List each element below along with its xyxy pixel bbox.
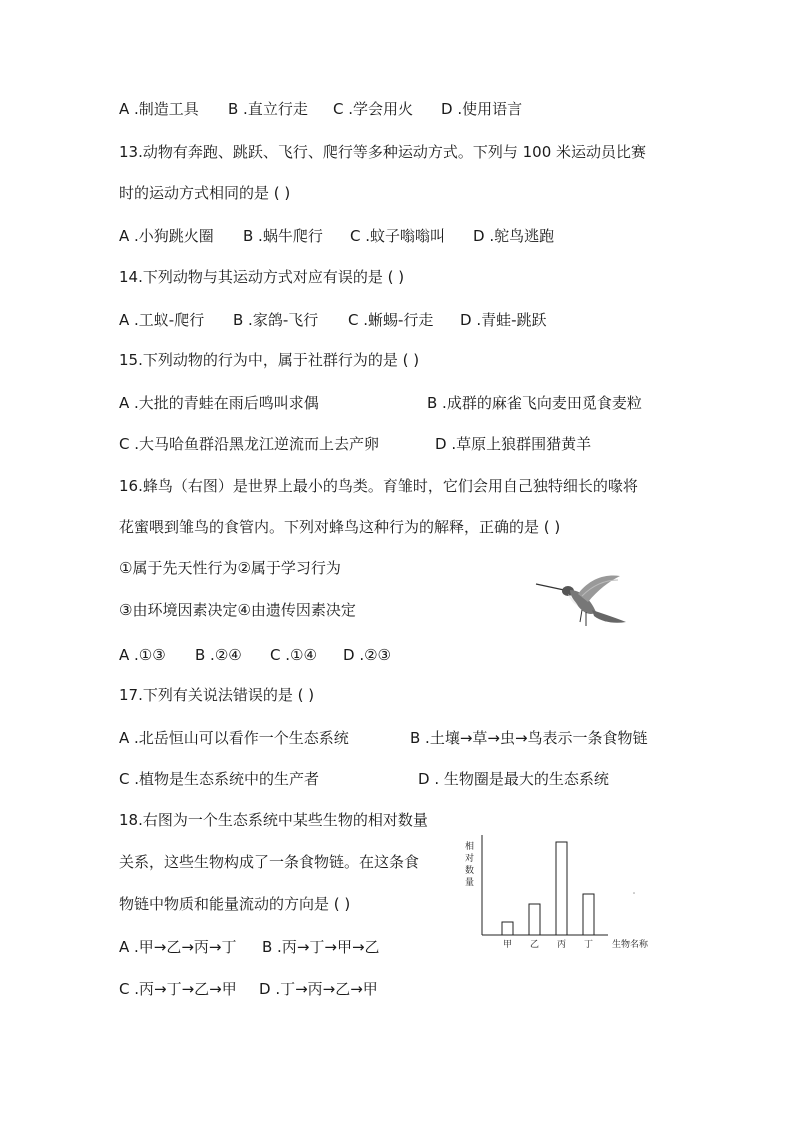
q12-options (119, 98, 719, 120)
relative-quantity-bar-chart (462, 827, 674, 955)
q13-options (119, 225, 719, 247)
y-axis-label-char: 数 (465, 866, 475, 876)
chart-bars (502, 842, 594, 935)
hummingbird-tail (592, 610, 626, 623)
q14-option-b[interactable]: B .家鸽-飞行 (233, 311, 319, 329)
q17-option-c[interactable]: C .植物是生态系统中的生产者 (119, 770, 320, 788)
q16-statement-3-4: ③由环境因素决定④由遗传因素决定 (119, 601, 356, 619)
q15-options-row1 (119, 392, 719, 414)
x-tick-label: 乙 (529, 940, 540, 950)
q12-option-d[interactable]: D .使用语言 (441, 100, 523, 118)
q17-stem: 17.下列有关说法错误的是 ( ) (119, 686, 315, 704)
q16-option-c[interactable]: C .①④ (270, 646, 317, 664)
q16-option-a[interactable]: A .①③ (119, 646, 166, 664)
q14-stem: 14.下列动物与其运动方式对应有误的是 ( ) (119, 268, 405, 286)
bar-丙 (556, 842, 567, 935)
hummingbird-wing (578, 576, 620, 602)
x-tick-label: 丙 (556, 940, 567, 950)
hummingbird-illustration (534, 572, 630, 628)
q16-option-d[interactable]: D .②③ (343, 646, 391, 664)
q16-stem-line2: 花蜜喂到雏鸟的食管内。下列对蜂鸟这种行为的解释，正确的是 ( ) (119, 518, 561, 536)
q18-stem-line2: 关系，这些生物构成了一条食物链。在这条食 (119, 853, 420, 871)
y-axis-label-char: 对 (465, 854, 475, 864)
q18-option-d[interactable]: D .丁→丙→乙→甲 (259, 980, 378, 998)
q18-stem-line3: 物链中物质和能量流动的方向是 ( ) (119, 895, 351, 913)
q18-option-c[interactable]: C .丙→丁→乙→甲 (119, 980, 237, 998)
chart-x-ticks (503, 939, 593, 950)
q17-option-d[interactable]: D . 生物圈是最大的生态系统 (418, 770, 609, 788)
q18-stem-line1: 18.右图为一个生态系统中某些生物的相对数量 (119, 811, 428, 829)
q17-options-row2 (119, 768, 719, 790)
q12-option-b[interactable]: B .直立行走 (228, 100, 308, 118)
q14-option-d[interactable]: D .青蛙-跳跃 (460, 311, 547, 329)
bar-丁 (583, 894, 594, 935)
q12-option-a[interactable]: A .制造工具 (119, 100, 199, 118)
q15-stem: 15.下列动物的行为中，属于社群行为的是 ( ) (119, 351, 420, 369)
q14-option-c[interactable]: C .蜥蜴-行走 (348, 311, 434, 329)
q15-option-b[interactable]: B .成群的麻雀飞向麦田觅食麦粒 (427, 394, 642, 412)
q14-options (119, 309, 719, 331)
q13-option-d[interactable]: D .鸵鸟逃跑 (473, 227, 555, 245)
q18-option-b[interactable]: B .丙→丁→甲→乙 (262, 938, 380, 956)
hummingbird-leg (580, 610, 582, 622)
q16-stem-line1: 16.蜂鸟（右图）是世界上最小的鸟类。育雏时，它们会用自己独特细长的喙将 (119, 477, 638, 495)
q18-options-row2 (119, 978, 719, 1000)
q15-option-c[interactable]: C .大马哈鱼群沿黑龙江逆流而上去产卵 (119, 435, 380, 453)
y-axis-label-char: 量 (465, 878, 475, 888)
q18-option-a[interactable]: A .甲→乙→丙→丁 (119, 938, 237, 956)
q13-option-a[interactable]: A .小狗跳火圈 (119, 227, 214, 245)
q13-option-c[interactable]: C .蚊子嗡嗡叫 (350, 227, 446, 245)
q15-option-a[interactable]: A .大批的青蛙在雨后鸣叫求偶 (119, 394, 319, 412)
q17-option-a[interactable]: A .北岳恒山可以看作一个生态系统 (119, 729, 349, 747)
q17-options-row1 (119, 727, 719, 749)
q16-options (119, 646, 719, 668)
q13-stem-line2: 时的运动方式相同的是 ( ) (119, 184, 291, 202)
bar-乙 (529, 904, 540, 935)
q15-options-row2 (119, 433, 719, 455)
x-tick-label: 丁 (583, 940, 594, 950)
y-axis-label-char: 相 (465, 842, 475, 852)
q13-option-b[interactable]: B .蜗牛爬行 (243, 227, 323, 245)
q15-option-d[interactable]: D .草原上狼群围猎黄羊 (435, 435, 592, 453)
q12-option-c[interactable]: C .学会用火 (333, 100, 414, 118)
hummingbird-beak (536, 584, 564, 590)
x-tick-label: 甲 (502, 940, 513, 950)
q17-option-b[interactable]: B .土壤→草→虫→鸟表示一条食物链 (410, 729, 648, 747)
q13-stem-line1: 13.动物有奔跑、跳跃、飞行、爬行等多种运动方式。下列与 100 米运动员比赛 (119, 143, 647, 161)
decorative-dot (633, 892, 635, 894)
q16-option-b[interactable]: B .②④ (195, 646, 242, 664)
x-axis-label: 生物名称 (612, 940, 649, 950)
q14-option-a[interactable]: A .工蚁-爬行 (119, 311, 205, 329)
q16-statement-1-2: ①属于先天性行为②属于学习行为 (119, 559, 341, 577)
bar-甲 (502, 922, 513, 935)
